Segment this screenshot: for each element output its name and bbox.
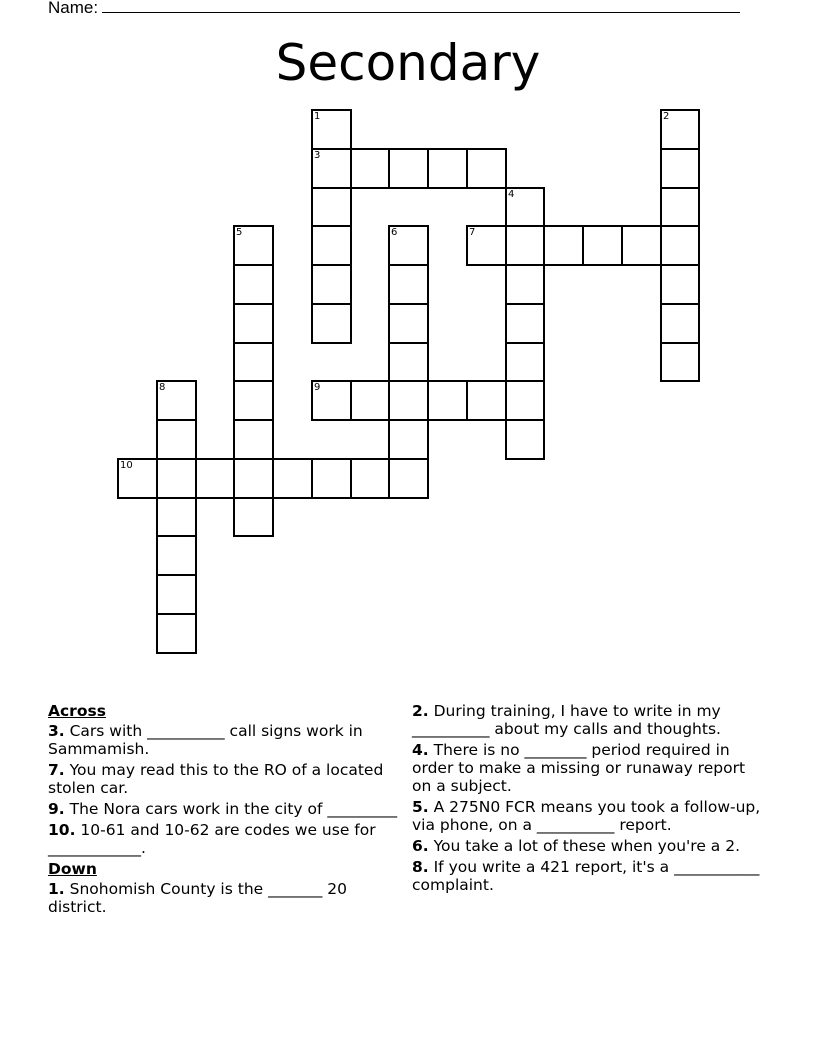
crossword-cell[interactable]	[388, 225, 429, 266]
crossword-cell[interactable]	[117, 458, 158, 499]
crossword-cell[interactable]	[388, 342, 429, 382]
clue-down-1: 1. Snohomish County is the _______ 20 district.	[48, 880, 348, 916]
crossword-cell[interactable]	[505, 380, 545, 421]
clue-down-6: 6. You take a lot of these when you're a 2.	[412, 837, 741, 855]
crossword-cell[interactable]	[311, 380, 352, 421]
crossword-cell[interactable]	[156, 380, 197, 421]
clue-down-2: 2. During training, I have to write in my __________ about my calls and thoughts.	[412, 702, 721, 738]
crossword-cell[interactable]	[350, 458, 390, 499]
crossword-cell[interactable]	[427, 148, 468, 189]
clue-down-5: 5. A 275N0 FCR means you took a follow-up, via phone, on a __________ report.	[412, 798, 761, 834]
crossword-cell[interactable]	[311, 458, 352, 499]
crossword-cell[interactable]	[388, 264, 429, 305]
crossword-cell[interactable]	[660, 109, 700, 150]
crossword-cell[interactable]	[505, 419, 545, 460]
crossword-cell[interactable]	[233, 225, 274, 266]
crossword-cell[interactable]	[156, 535, 197, 576]
cell-number: 1	[314, 111, 321, 122]
page-title: Secondary	[275, 34, 541, 92]
crossword-cell[interactable]	[660, 264, 700, 305]
clue-down-8: 8. If you write a 421 report, it's a ___________ complaint.	[412, 858, 760, 894]
crossword-cell[interactable]	[233, 303, 274, 344]
crossword-cell[interactable]	[350, 148, 390, 189]
cell-number: 8	[159, 382, 166, 393]
crossword-cell[interactable]	[156, 458, 197, 499]
crossword-cell[interactable]	[388, 380, 429, 421]
down-heading: Down	[48, 860, 97, 878]
crossword-cell[interactable]	[505, 225, 545, 266]
crossword-cell[interactable]	[156, 574, 197, 615]
crossword-cell[interactable]	[660, 148, 700, 189]
crossword-cell[interactable]	[505, 342, 545, 382]
cell-number: 3	[314, 150, 321, 161]
clues-left-column	[48, 702, 400, 919]
crossword-cell[interactable]	[233, 458, 274, 499]
clue-across-7: 7. You may read this to the RO of a located stolen car.	[48, 761, 384, 797]
crossword-cell[interactable]	[466, 148, 507, 189]
cell-number: 7	[469, 227, 476, 238]
crossword-cell[interactable]	[388, 148, 429, 189]
crossword-cell[interactable]	[660, 225, 700, 266]
crossword-cell[interactable]	[311, 303, 352, 344]
crossword-cell[interactable]	[311, 109, 352, 150]
crossword-cell[interactable]	[156, 419, 197, 460]
across-heading: Across	[48, 702, 106, 720]
cell-number: 2	[663, 111, 670, 122]
crossword-cell[interactable]	[233, 342, 274, 382]
crossword-cell[interactable]	[156, 497, 197, 537]
crossword-cell[interactable]	[311, 187, 352, 227]
crossword-cell[interactable]	[233, 419, 274, 460]
crossword-cell[interactable]	[195, 458, 235, 499]
clue-across-9: 9. The Nora cars work in the city of _________	[48, 800, 398, 818]
cell-number: 10	[120, 460, 133, 471]
crossword-cell[interactable]	[621, 225, 662, 266]
cell-number: 4	[508, 189, 515, 200]
crossword-cell[interactable]	[233, 380, 274, 421]
crossword-cell[interactable]	[156, 613, 197, 654]
crossword-cell[interactable]	[427, 380, 468, 421]
crossword-cell[interactable]	[660, 303, 700, 344]
crossword-cell[interactable]	[505, 303, 545, 344]
crossword-cell[interactable]	[505, 187, 545, 227]
crossword-cell[interactable]	[388, 458, 429, 499]
crossword-cell[interactable]	[311, 225, 352, 266]
crossword-cell[interactable]	[311, 148, 352, 189]
crossword-cell[interactable]	[233, 264, 274, 305]
crossword-cell[interactable]	[582, 225, 623, 266]
clue-across-10: 10. 10-61 and 10-62 are codes we use for ____________.	[48, 821, 376, 857]
crossword-cell[interactable]	[272, 458, 313, 499]
clue-down-4: 4. There is no ________ period required in order to make a missing or runaway report on a subject.	[412, 741, 746, 795]
crossword-cell[interactable]	[505, 264, 545, 305]
crossword-cell[interactable]	[466, 380, 507, 421]
crossword-cell[interactable]	[660, 342, 700, 382]
cell-number: 9	[314, 382, 321, 393]
crossword-cell[interactable]	[466, 225, 507, 266]
clue-across-3: 3. Cars with __________ call signs work in Sammamish.	[48, 722, 363, 758]
crossword-cell[interactable]	[388, 419, 429, 460]
cell-number: 6	[391, 227, 398, 238]
crossword-cell[interactable]	[388, 303, 429, 344]
crossword-cell[interactable]	[543, 225, 584, 266]
crossword-cell[interactable]	[311, 264, 352, 305]
name-label: Name:	[48, 0, 99, 17]
crossword-cell[interactable]	[660, 187, 700, 227]
crossword-cell[interactable]	[233, 497, 274, 537]
crossword-cell[interactable]	[350, 380, 390, 421]
clues-right-column	[412, 702, 764, 897]
cell-number: 5	[236, 227, 243, 238]
